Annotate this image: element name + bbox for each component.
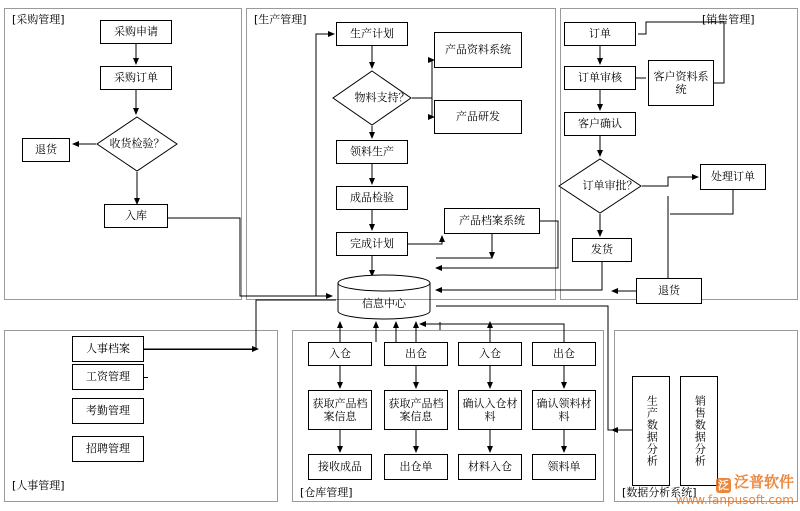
watermark-site: www.fanpusoft.com (675, 493, 794, 507)
group-label-production: [生产管理] (254, 13, 307, 26)
node-order-approval-decision-label: 订单审批？ (582, 179, 638, 193)
group-label-hr: [人事管理] (12, 479, 65, 492)
node-wh-in-1[interactable]: 入仓 (308, 342, 372, 366)
hr-tick-1 (144, 377, 148, 378)
node-product-rd[interactable]: 产品研发 (434, 100, 522, 134)
node-get-product-archive-1[interactable]: 获取产品档案信息 (308, 390, 372, 430)
node-production-data-analysis[interactable]: 生产数据分析 (632, 376, 670, 486)
node-salary-management[interactable]: 工资管理 (72, 364, 144, 390)
node-wh-in-2[interactable]: 入仓 (458, 342, 522, 366)
node-product-info-system[interactable]: 产品资料系统 (434, 32, 522, 68)
node-pick-order[interactable]: 领料单 (532, 454, 596, 480)
node-material-production[interactable]: 领料生产 (336, 140, 408, 164)
node-receive-finished[interactable]: 接收成品 (308, 454, 372, 480)
watermark-brand-text: 泛普软件 (733, 473, 794, 491)
group-label-sales: [销售管理] (702, 13, 755, 26)
node-information-center[interactable] (336, 274, 432, 320)
node-process-order[interactable]: 处理订单 (700, 164, 766, 190)
node-order-review[interactable]: 订单审核 (564, 66, 636, 90)
node-sales-return[interactable]: 退货 (636, 278, 702, 304)
node-attendance-management[interactable]: 考勤管理 (72, 398, 144, 424)
node-ship-goods[interactable]: 发货 (572, 238, 632, 262)
node-purchase-request[interactable]: 采购申请 (100, 20, 172, 44)
node-material-in[interactable]: 材料入仓 (458, 454, 522, 480)
node-material-support-decision[interactable] (332, 70, 412, 126)
node-production-plan[interactable]: 生产计划 (336, 22, 408, 46)
group-label-warehouse: [仓库管理] (300, 486, 353, 499)
group-label-purchase: [采购管理] (12, 13, 65, 26)
node-purchase-return[interactable]: 退货 (22, 138, 70, 162)
node-purchase-order[interactable]: 采购订单 (100, 66, 172, 90)
node-confirm-in-material[interactable]: 确认入仓材料 (458, 390, 522, 430)
node-order-approval-decision[interactable] (558, 158, 642, 214)
node-get-product-archive-2[interactable]: 获取产品档案信息 (384, 390, 448, 430)
node-stock-in[interactable]: 入库 (104, 204, 168, 228)
node-hr-archive[interactable]: 人事档案 (72, 336, 144, 362)
node-information-center-label: 信息中心 (362, 297, 406, 310)
node-finished-inspection[interactable]: 成品检验 (336, 186, 408, 210)
node-wh-out-1[interactable]: 出仓 (384, 342, 448, 366)
group-label-analysis: [数据分析系统] (622, 486, 697, 499)
node-customer-info-system[interactable]: 客户资料系统 (648, 60, 714, 106)
node-confirm-pick-material[interactable]: 确认领料材料 (532, 390, 596, 430)
node-wh-out-2[interactable]: 出仓 (532, 342, 596, 366)
node-out-order[interactable]: 出仓单 (384, 454, 448, 480)
node-sales-data-analysis[interactable]: 销售数据分析 (680, 376, 718, 486)
node-material-support-decision-label: 物料支持？ (354, 91, 410, 105)
node-complete-plan[interactable]: 完成计划 (336, 232, 408, 256)
node-sales-order[interactable]: 订单 (564, 22, 636, 46)
node-product-archive-system[interactable]: 产品档案系统 (444, 208, 540, 234)
node-receipt-inspection-decision-label: 收货检验？ (109, 137, 165, 151)
brand-logo-icon: 泛 (717, 479, 729, 492)
node-customer-confirm[interactable]: 客户确认 (564, 112, 636, 136)
node-receipt-inspection-decision[interactable] (96, 116, 178, 172)
hr-bracket-line (144, 349, 256, 350)
node-recruitment-management[interactable]: 招聘管理 (72, 436, 144, 462)
